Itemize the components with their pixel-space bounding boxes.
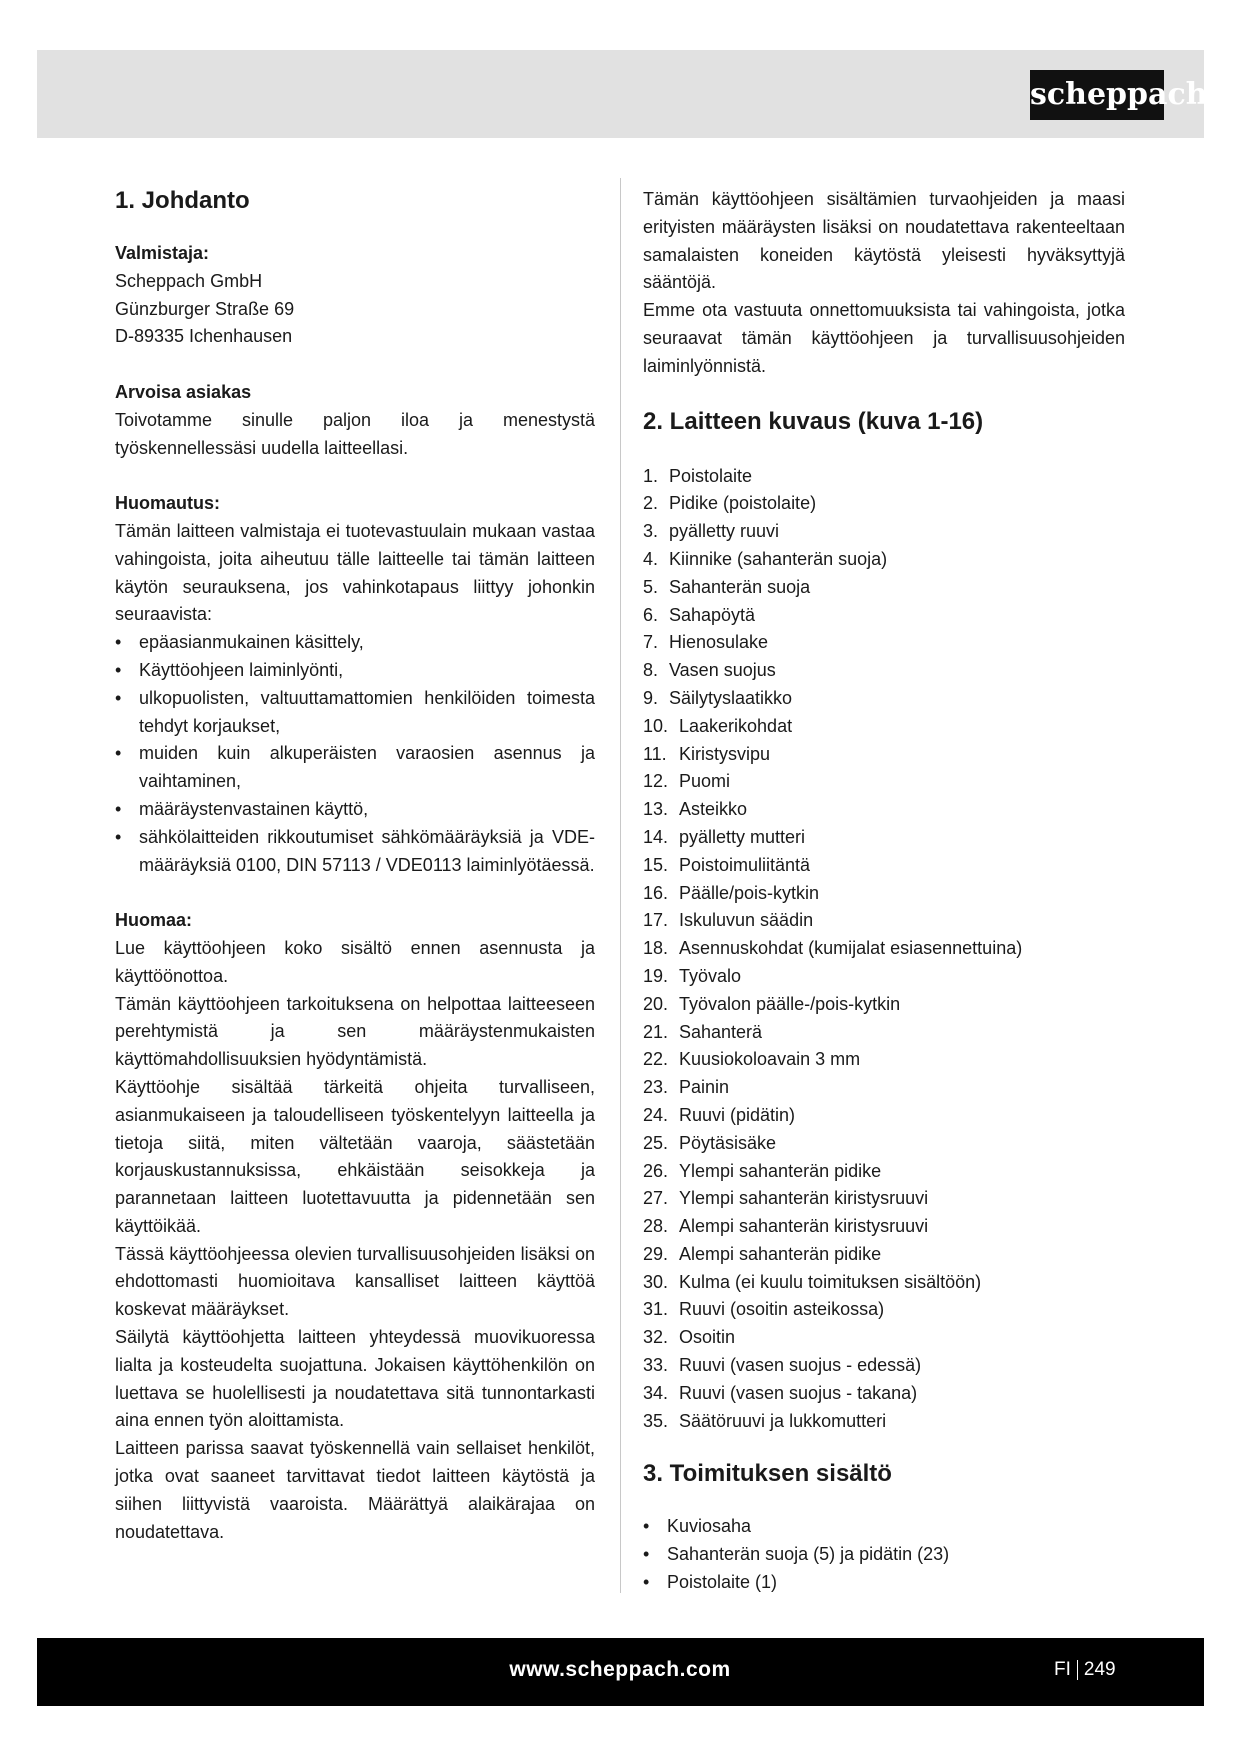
delivery-list <box>643 1513 1125 1596</box>
list-item <box>643 1130 1125 1158</box>
list-item <box>643 796 1125 824</box>
item-label: Laakerikohdat <box>679 715 793 736</box>
list-item <box>643 1185 1125 1213</box>
item-number: 20. <box>643 993 669 1014</box>
note-text: Tämän laitteen valmistaja ei tuotevastuulain mukaan vastaa vahingoista, joita aiheutuu tälle laitteelle tai tämän laitteen käytön seurauksena, jos vahinkotapaus liittyy johonkin seuraavista: <box>115 520 595 625</box>
list-item: • ulkopuolisten, valtuuttamattomien henkilöiden toimesta tehdyt korjaukset, <box>115 685 595 741</box>
item-label: Säätöruuvi ja lukkomutteri <box>679 1410 887 1431</box>
item-label: Hienosulake <box>669 632 769 653</box>
list-item: • Kuviosaha <box>643 1513 1125 1541</box>
scheppach-logo: scheppach <box>1030 70 1164 120</box>
language-code: FI <box>1054 1659 1071 1680</box>
list-item <box>643 768 1125 796</box>
item-label: pyälletty mutteri <box>679 826 806 847</box>
item-label: Ruuvi (osoitin asteikossa) <box>679 1299 885 1320</box>
item-label: Ylempi sahanterän pidike <box>679 1160 882 1181</box>
item-number: 33. <box>643 1355 669 1376</box>
header-band <box>37 50 1204 138</box>
item-number: 16. <box>643 882 669 903</box>
item-number: 26. <box>643 1160 669 1181</box>
item-number: 11. <box>643 743 667 764</box>
list-item <box>643 1213 1125 1241</box>
item-number: 5. <box>643 576 659 597</box>
item-number: 6. <box>643 604 659 625</box>
item-number: 27. <box>643 1188 669 1209</box>
list-item <box>643 713 1125 741</box>
list-item <box>643 741 1125 769</box>
notice-paragraph: Laitteen parissa saavat työskennellä vain sellaiset henkilöt, jotka ovat saaneet tarvittavat tiedot laitteen käytöstä ja siihen liittyvistä vaaroista. Määrättyä alaikärajaa on noudatettava. <box>115 1438 595 1542</box>
note-label: Huomautus: <box>115 493 220 514</box>
manufacturer-line: D-89335 Ichenhausen <box>115 326 293 347</box>
item-label: Kiinnike (sahanterän suoja) <box>669 548 888 569</box>
list-item <box>643 991 1125 1019</box>
notice-paragraph: Tässä käyttöohjeessa olevien turvallisuusohjeiden lisäksi on ehdottomasti huomioitava kansalliset laitteen käyttöä koskevat määräykset. <box>115 1243 595 1320</box>
list-item: • sähkölaitteiden rikkoutumiset sähkömääräyksiä ja VDE-määräyksiä 0100, DIN 57113 / VDE0113 laiminlyötäessä. <box>115 824 595 880</box>
right-column <box>643 186 1125 1597</box>
item-label: Päälle/pois-kytkin <box>679 882 820 903</box>
item-number: 15. <box>643 854 669 875</box>
item-number: 13. <box>643 799 669 820</box>
list-item <box>643 518 1125 546</box>
list-item <box>643 880 1125 908</box>
item-label: Ruuvi (vasen suojus - edessä) <box>679 1355 922 1376</box>
column-divider <box>620 178 621 1593</box>
item-label: Alempi sahanterän pidike <box>679 1243 882 1264</box>
notice-paragraph: Tämän käyttöohjeen tarkoituksena on helpottaa laitteeseen perehtymistä ja sen määräystenmukaisten käyttömahdollisuuksien hyödyntämistä. <box>115 993 595 1070</box>
list-item <box>643 963 1125 991</box>
item-label: Sahapöytä <box>669 604 756 625</box>
item-label: Ylempi sahanterän kiristysruuvi <box>679 1188 929 1209</box>
item-number: 31. <box>643 1299 669 1320</box>
item-number: 14. <box>643 826 669 847</box>
item-label: Kiristysvipu <box>679 743 771 764</box>
manufacturer-label: Valmistaja: <box>115 243 210 263</box>
item-label: Iskuluvun säädin <box>679 910 814 931</box>
section-title-device-description: 2. Laitteen kuvaus (kuva 1-16) <box>643 407 984 435</box>
item-label: Puomi <box>679 771 731 792</box>
item-label: Painin <box>679 1077 730 1098</box>
list-item: • muiden kuin alkuperäisten varaosien asennus ja vaihtaminen, <box>115 740 595 796</box>
list-item <box>643 935 1125 963</box>
item-number: 18. <box>643 938 669 959</box>
page-number: 249 <box>1083 1659 1116 1680</box>
item-label: Vasen suojus <box>669 660 776 681</box>
list-item <box>643 602 1125 630</box>
section-title-introduction: 1. Johdanto <box>115 187 250 214</box>
item-number: 3. <box>643 521 659 542</box>
list-item <box>643 657 1125 685</box>
item-label: Asteikko <box>679 799 748 820</box>
list-item <box>643 1046 1125 1074</box>
list-item <box>643 824 1125 852</box>
left-column <box>115 186 595 1546</box>
item-number: 9. <box>643 687 659 708</box>
item-number: 30. <box>643 1271 669 1292</box>
item-label: pyälletty ruuvi <box>669 521 780 542</box>
item-label: Poistoimuliitäntä <box>679 854 811 875</box>
list-item <box>643 1019 1125 1047</box>
item-number: 7. <box>643 632 659 653</box>
item-label: Osoitin <box>679 1327 736 1348</box>
intro-paragraph: Emme ota vastuuta onnettomuuksista tai vahingoista, jotka seuraavat tämän käyttöohjeen ja turvallisuusohjeiden laiminlyönnistä. <box>643 300 1125 376</box>
list-item: • Käyttöohjeen laiminlyönti, <box>115 657 595 685</box>
item-number: 23. <box>643 1077 669 1098</box>
notice-paragraph: Säilytä käyttöohjetta laitteen yhteydessä muovikuoressa lialta ja kosteudelta suojattuna. Jokaisen käyttöhenkilön on luettava se huolellisesti ja noudatettava sitä tunnontarkasti aina ennen työn aloittamista. <box>115 1327 595 1431</box>
intro-paragraph: Tämän käyttöohjeen sisältämien turvaohjeiden ja maasi erityisten määräysten lisäksi on noudatettava rakenteeltaan samalaisten koneiden käytöstä yleisesti hyväksyttyjä sääntöjä. <box>643 189 1125 293</box>
list-item <box>643 1296 1125 1324</box>
item-number: 17. <box>643 910 669 931</box>
item-label: Sahanterä <box>679 1021 763 1042</box>
notice-label: Huomaa: <box>115 910 193 931</box>
item-label: Säilytyslaatikko <box>669 687 793 708</box>
list-item <box>643 1380 1125 1408</box>
item-label: Poistolaite <box>669 465 753 486</box>
item-label: Kuusiokoloavain 3 mm <box>679 1049 861 1070</box>
item-label: Asennuskohdat (kumijalat esiasennettuina) <box>679 938 1023 959</box>
notice-paragraph: Lue käyttöohjeen koko sisältö ennen asennusta ja käyttöönottoa. <box>115 937 595 986</box>
list-item <box>643 1269 1125 1297</box>
item-number: 1. <box>643 465 659 486</box>
list-item: • Poistolaite (1) <box>643 1569 1125 1597</box>
list-item: • määräystenvastainen käyttö, <box>115 796 595 824</box>
footer-page-number <box>1054 1652 1116 1688</box>
item-number: 10. <box>643 715 669 736</box>
note-bullet-list <box>115 629 595 879</box>
item-number: 28. <box>643 1216 669 1237</box>
item-number: 35. <box>643 1410 669 1431</box>
dear-customer-label: Arvoisa asiakas <box>115 381 252 402</box>
item-label: Ruuvi (pidätin) <box>679 1104 796 1125</box>
item-number: 4. <box>643 548 659 569</box>
list-item <box>643 907 1125 935</box>
list-item <box>643 1074 1125 1102</box>
item-number: 21. <box>643 1021 669 1042</box>
section-title-delivery-contents: 3. Toimituksen sisältö <box>643 1460 892 1488</box>
item-label: Pidike (poistolaite) <box>669 493 817 514</box>
item-label: Työvalon päälle-/pois-kytkin <box>679 993 901 1014</box>
notice-paragraph: Käyttöohje sisältää tärkeitä ohjeita turvalliseen, asianmukaiseen ja taloudelliseen työskentelyyn laitteella ja tietoja siitä, miten vältetään vaaroja, säästetään korjauskustannuksissa, ehkäistään seisokkeja ja parannetaan laitteen luotettavuutta ja pidennetään sen käyttöikää. <box>115 1076 595 1236</box>
list-item <box>643 1158 1125 1186</box>
footer-website-link[interactable]: www.scheppach.com <box>509 1658 731 1681</box>
list-item: • Sahanterän suoja (5) ja pidätin (23) <box>643 1541 1125 1569</box>
list-item: • epäasianmukainen käsittely, <box>115 629 595 657</box>
manufacturer-line: Scheppach GmbH <box>115 270 263 291</box>
item-number: 24. <box>643 1104 669 1125</box>
list-item <box>643 1352 1125 1380</box>
list-item <box>643 1102 1125 1130</box>
item-label: Ruuvi (vasen suojus - takana) <box>679 1382 918 1403</box>
item-label: Työvalo <box>679 965 742 986</box>
list-item <box>643 1324 1125 1352</box>
parts-list <box>643 463 1125 1436</box>
item-label: Pöytäsisäke <box>679 1132 777 1153</box>
list-item <box>643 490 1125 518</box>
item-label: Alempi sahanterän kiristysruuvi <box>679 1216 929 1237</box>
manufacturer-line: Günzburger Straße 69 <box>115 298 295 319</box>
item-number: 25. <box>643 1132 669 1153</box>
list-item <box>643 1241 1125 1269</box>
item-number: 12. <box>643 771 669 792</box>
list-item <box>643 629 1125 657</box>
item-number: 8. <box>643 660 659 681</box>
list-item <box>643 1408 1125 1436</box>
item-number: 34. <box>643 1382 669 1403</box>
item-number: 32. <box>643 1327 669 1348</box>
item-number: 29. <box>643 1243 669 1264</box>
list-item <box>643 574 1125 602</box>
item-label: Kulma (ei kuulu toimituksen sisältöön) <box>679 1271 982 1292</box>
list-item <box>643 685 1125 713</box>
item-number: 2. <box>643 493 659 514</box>
list-item <box>643 546 1125 574</box>
item-number: 19. <box>643 965 669 986</box>
dear-customer-text: Toivotamme sinulle paljon iloa ja menestystä työskennellessäsi uudella laitteellasi. <box>115 409 595 458</box>
list-item <box>643 463 1125 491</box>
item-label: Sahanterän suoja <box>669 576 811 597</box>
item-number: 22. <box>643 1049 669 1070</box>
list-item <box>643 852 1125 880</box>
